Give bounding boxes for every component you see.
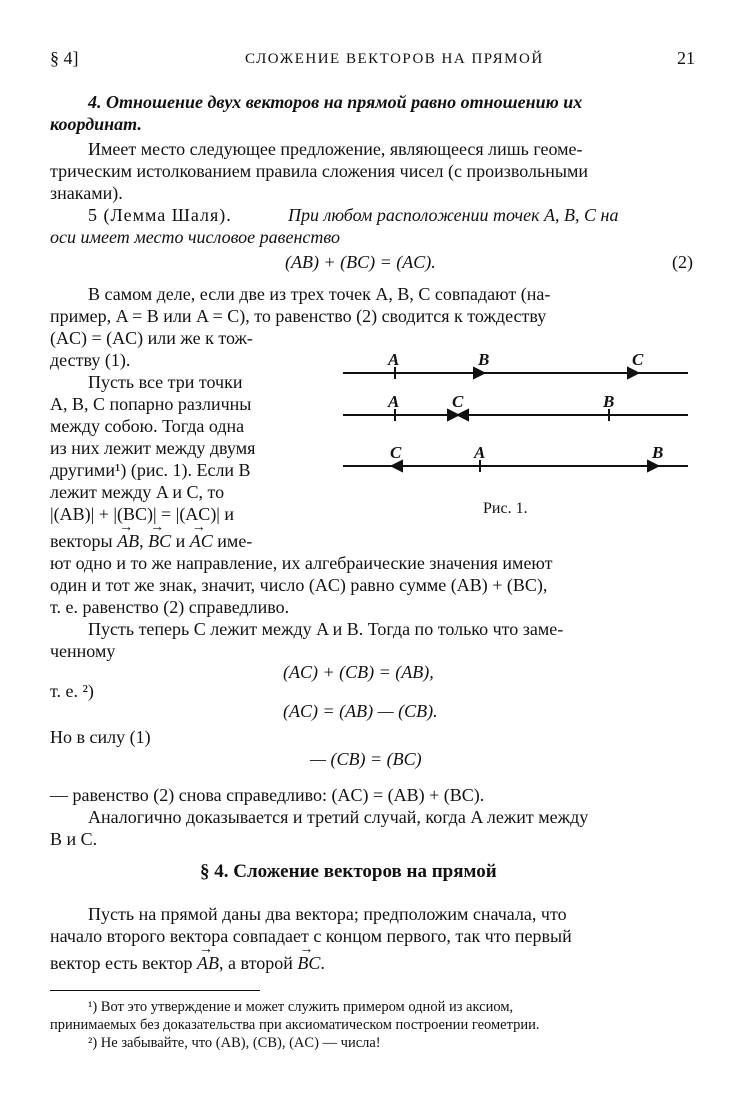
text-fragment: име- [217, 531, 253, 551]
text-fragment: и [175, 531, 186, 551]
point-label-c: C [632, 350, 644, 369]
text-fragment: вектор есть вектор [50, 953, 193, 973]
text-line: деству (1). [50, 350, 131, 370]
page-number: 21 [677, 48, 695, 68]
equation-2: (AB) + (BC) = (AC). [285, 252, 436, 272]
running-title: СЛОЖЕНИЕ ВЕКТОРОВ НА ПРЯМОЙ [245, 51, 544, 67]
text-line: трическим истолкованием правила сложения чисел (с произвольными [50, 161, 588, 181]
point-label-c: C [452, 392, 464, 411]
point-label-a: A [388, 350, 400, 369]
text-line: (AC) = (AC) или же к тож- [50, 328, 253, 348]
point-label-b: B [652, 443, 664, 462]
point-label-b: B [603, 392, 615, 411]
text-fragment: , а второй [219, 953, 293, 973]
section-title: § 4. Сложение векторов на прямой [200, 861, 497, 882]
text-line: В самом деле, если две из трех точек A, B, C совпадают (на- [88, 284, 551, 304]
footnote-1-cont: принимаемых без доказательства при аксиоматическом построении геометрии. [50, 1017, 540, 1033]
equation: — (CB) = (BC) [310, 749, 422, 769]
vector-bc: → BC [297, 952, 320, 974]
arrow-head [392, 461, 402, 471]
text-line: |(AB)| + |(BC)| = |(AC)| и [50, 504, 235, 524]
text-line: лежит между A и C, то [50, 482, 225, 502]
text-line: начало второго вектора совпадает с концом первого, так что первый [50, 926, 572, 946]
paragraph-title-cont: координат. [50, 114, 142, 134]
text-line: ченному [50, 641, 116, 661]
text-line: Пусть теперь C лежит между A и B. Тогда по только что заме- [88, 619, 564, 639]
vector-ac: → AC [190, 530, 213, 552]
equation: (AC) = (AB) — (CB). [283, 701, 438, 721]
text-line: A, B, C попарно различны [50, 394, 252, 414]
text-line: ют одно и то же направление, их алгебраические значения имеют [50, 553, 553, 573]
text-line: пример, A = B или A = C), то равенство (2) сводится к тождеству [50, 306, 547, 326]
point-label-a: A [474, 443, 486, 462]
vector-bc: → BC [148, 530, 171, 552]
point-label-b: B [478, 350, 490, 369]
text-fragment: . [320, 953, 325, 973]
paragraph-title: 4. Отношение двух векторов на прямой равно отношению их [88, 92, 583, 112]
text-line: Пусть на прямой даны два вектора; предположим сначала, что [88, 904, 567, 924]
vector-ab: → AB [117, 530, 139, 552]
lemma-heading: 5 (Лемма Шаля). [88, 205, 232, 225]
text-line: т. е. равенство (2) справедливо. [50, 597, 290, 617]
arrow-head [628, 368, 638, 378]
text-line: другими¹) (рис. 1). Если B [50, 460, 251, 480]
footnote-rule [50, 990, 260, 991]
vectors-line: векторы → AB, → BC и → AC име- [50, 530, 252, 552]
point-label-c: C [390, 443, 402, 462]
text-line: Пусть все три точки [88, 372, 243, 392]
section-mark: § 4] [50, 48, 79, 68]
point-label-a: A [388, 392, 400, 411]
text-line: Но в силу (1) [50, 727, 151, 747]
arrow-head [474, 368, 484, 378]
text-line: т. е. ²) [50, 681, 94, 701]
text-fragment: векторы [50, 531, 113, 551]
text-line: из них лежит между двумя [50, 438, 256, 458]
text-line [50, 952, 325, 974]
arrow-head [458, 410, 468, 420]
lemma-text: оси имеет место числовое равенство [50, 227, 340, 247]
text-line: — равенство (2) снова справедливо: (AC) = (AB) + (BC). [50, 785, 485, 805]
footnote-2: ²) Не забывайте, что (AB), (CB), (AC) — числа! [88, 1035, 381, 1051]
text-line: B и C. [50, 829, 98, 849]
text-line: знаками). [50, 183, 123, 203]
vector-ab: → AB [197, 952, 219, 974]
lemma-text: При любом расположении точек A, B, C на [288, 205, 619, 225]
footnote-1: ¹) Вот это утверждение и может служить примером одной из аксиом, [88, 999, 514, 1015]
figure-caption: Рис. 1. [483, 500, 528, 517]
text-line: один и тот же знак, значит, число (AC) равно сумме (AB) + (BC), [50, 575, 548, 595]
text-line: Имеет место следующее предложение, являющееся лишь геоме- [88, 139, 583, 159]
equation: (AC) + (CB) = (AB), [283, 662, 434, 682]
text-line: Аналогично доказывается и третий случай, когда A лежит между [88, 807, 589, 827]
equation-number: (2) [672, 252, 693, 272]
text-line: между собою. Тогда одна [50, 416, 245, 436]
figure-1 [338, 345, 698, 485]
arrow-head [648, 461, 658, 471]
